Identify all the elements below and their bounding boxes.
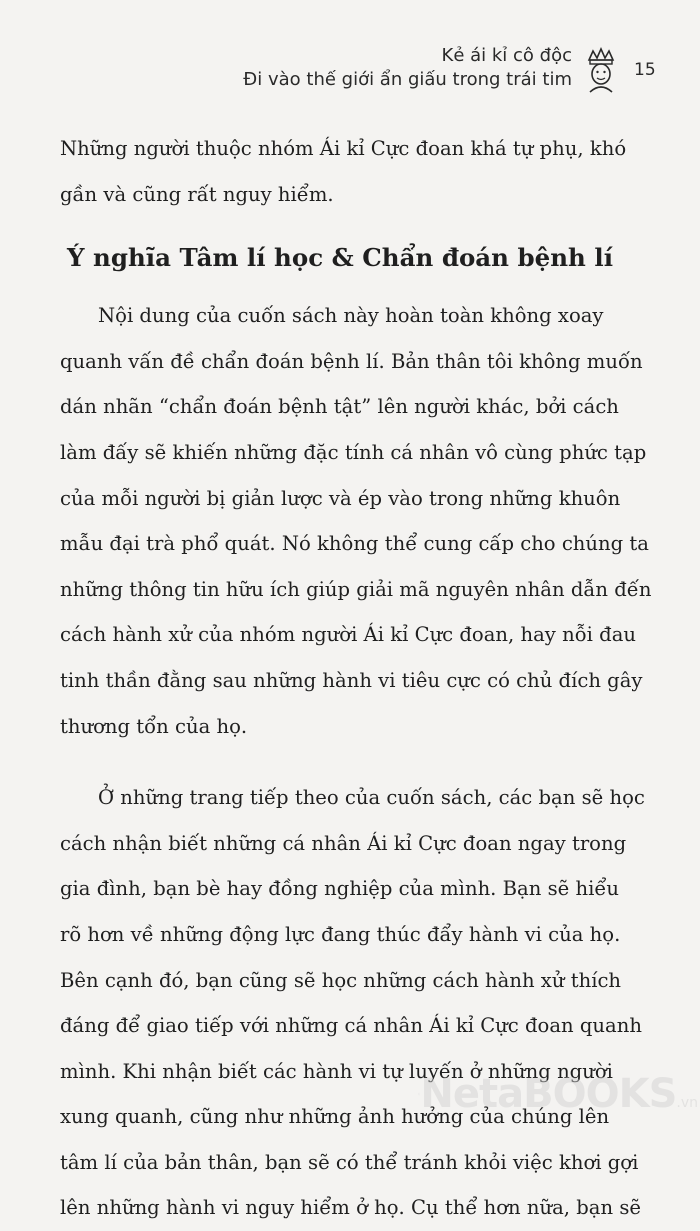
text-line: tinh thần đằng sau những hành vi tiêu cực có chủ đích gây	[60, 668, 643, 692]
text-line: thương tổn của họ.	[60, 714, 248, 738]
text-line: Ở những trang tiếp theo của cuốn sách, các bạn sẽ học	[98, 786, 645, 810]
running-header	[243, 44, 572, 92]
header-book-title: Kẻ ái kỉ cô độc	[441, 45, 572, 66]
text-line: tâm lí của bản thân, bạn sẽ có thể tránh khỏi việc khơi gợi	[60, 1150, 639, 1174]
text-line: mẫu đại trà phổ quát. Nó không thể cung cấp cho chúng ta	[60, 532, 649, 556]
header-book-subtitle: Đi vào thế giới ẩn giấu trong trái tim	[243, 69, 572, 90]
text-line: làm đấy sẽ khiến những đặc tính cá nhân vô cùng phức tạp	[60, 440, 647, 464]
paragraph-3	[60, 775, 645, 1231]
page-number: 15	[634, 60, 656, 80]
netabooks-watermark	[418, 1064, 698, 1124]
text-line: Bên cạnh đó, bạn cũng sẽ học những cách hành xử thích	[60, 968, 622, 992]
text-line: gia đình, bạn bè hay đồng nghiệp của mình. Bạn sẽ hiểu	[60, 877, 620, 901]
king-emblem-icon	[584, 46, 618, 94]
text-line: những thông tin hữu ích giúp giải mã nguyên nhân dẫn đến	[60, 577, 652, 601]
text-line: dán nhãn “chẩn đoán bệnh tật” lên người khác, bởi cách	[60, 395, 619, 419]
text-line: quanh vấn đề chẩn đoán bệnh lí. Bản thân tôi không muốn	[60, 349, 643, 373]
paragraph-2	[60, 293, 652, 749]
text-line: mình. Khi nhận biết các hành vi tự luyến ở những người	[60, 1059, 613, 1083]
text-line: cách hành xử của nhóm người Ái kỉ Cực đoan, hay nỗi đau	[60, 623, 637, 647]
text-line: lên những hành vi nguy hiểm ở họ. Cụ thể hơn nữa, bạn sẽ	[60, 1196, 641, 1220]
text-line: cách nhận biết những cá nhân Ái kỉ Cực đoan ngay trong	[60, 831, 627, 855]
text-line: gần và cũng rất nguy hiểm.	[60, 182, 334, 206]
text-line: Những người thuộc nhóm Ái kỉ Cực đoan khá tự phụ, khó	[60, 137, 627, 160]
text-line: Nội dung của cuốn sách này hoàn toàn không xoay	[98, 304, 604, 328]
text-line: rõ hơn về những động lực đang thúc đẩy hành vi của họ.	[60, 922, 621, 946]
watermark-suffix: .vn	[676, 1095, 698, 1111]
text-line: của mỗi người bị giản lược và ép vào trong những khuôn	[60, 486, 621, 510]
section-heading: Ý nghĩa Tâm lí học & Chẩn đoán bệnh lí	[67, 243, 613, 273]
text-line: đáng để giao tiếp với những cá nhân Ái kỉ Cực đoan quanh	[60, 1014, 642, 1038]
text-line: xung quanh, cũng như những ảnh hưởng của chúng lên	[60, 1105, 610, 1129]
watermark-text: NetaBOOKS	[420, 1071, 677, 1117]
paragraph-1	[60, 126, 627, 217]
